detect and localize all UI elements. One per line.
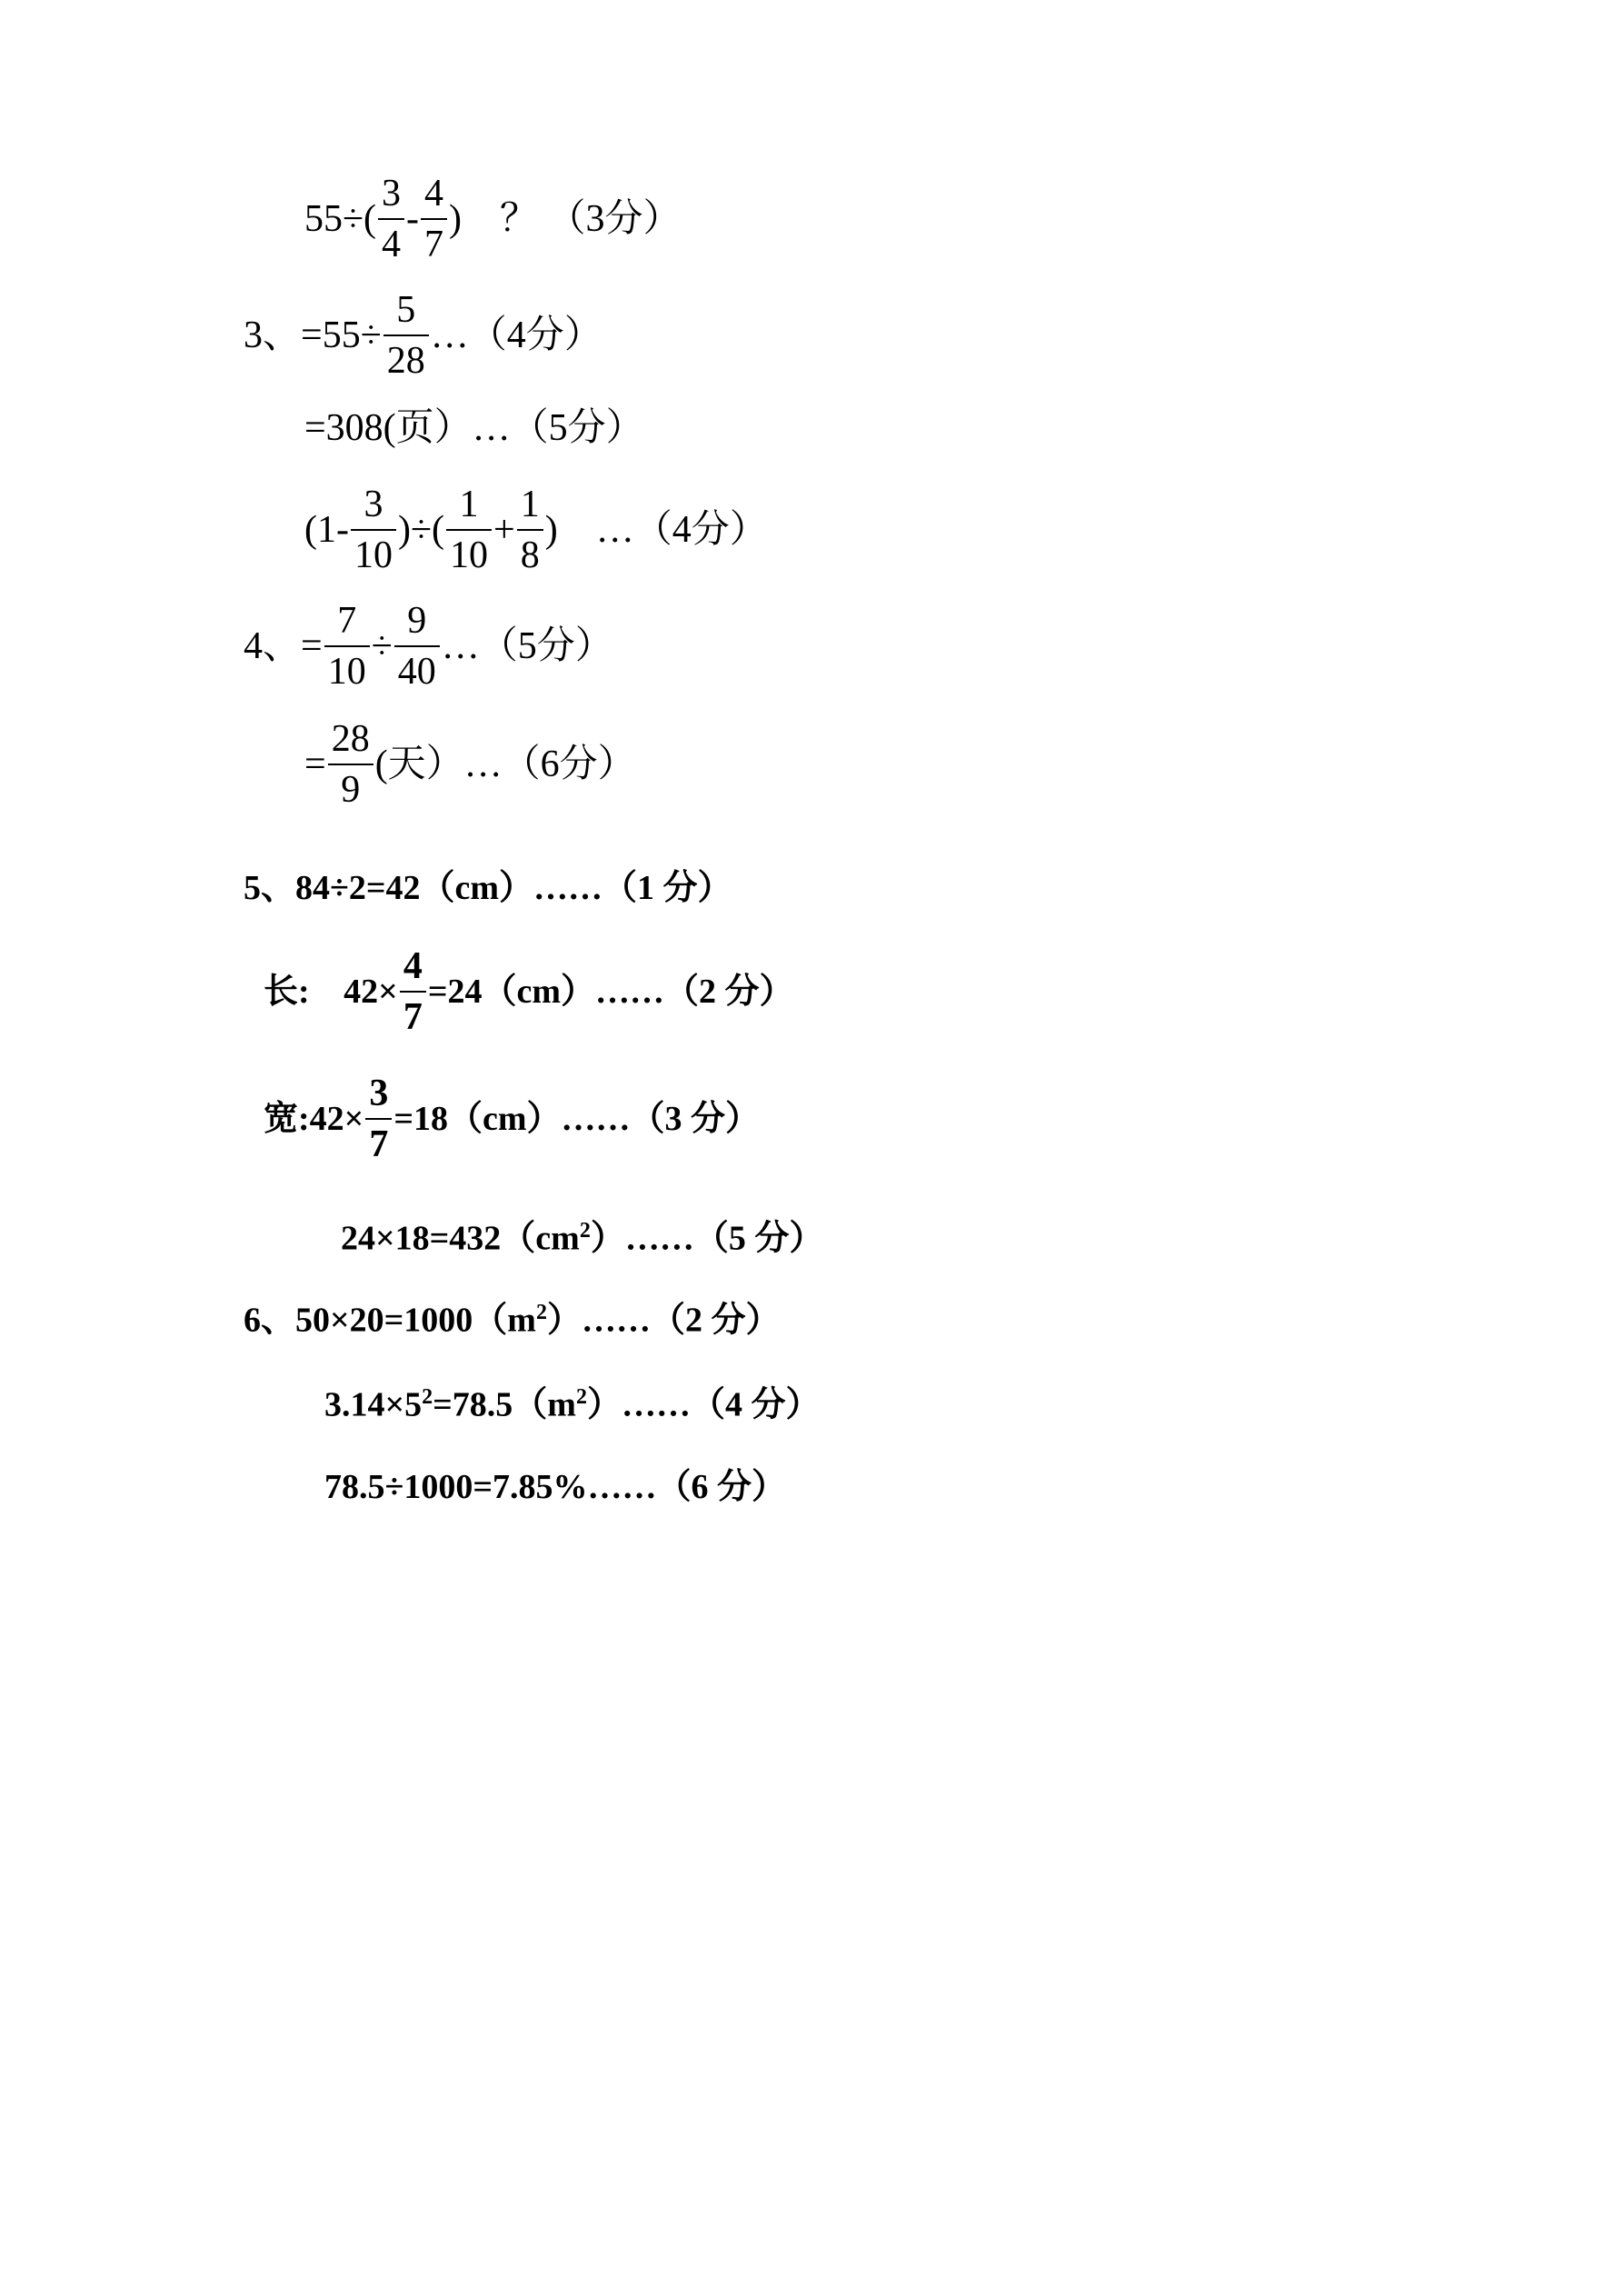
fraction: $\frac{4}{7}$	[421, 173, 447, 265]
fraction: $\frac{3}{10}$	[351, 484, 396, 576]
q5-line4	[341, 1220, 823, 1256]
length-label: 长:	[264, 973, 310, 1012]
q4-label: 4、	[244, 625, 302, 668]
q5-score2: =18（cm）……（3 分）	[393, 1100, 760, 1139]
q4-line2	[244, 600, 613, 693]
circle-score: ）……（4 分）	[586, 1385, 821, 1424]
q3-pre: =55÷	[301, 314, 382, 357]
q6-line3: 78.5÷1000=7.85%……（6 分）	[324, 1468, 787, 1506]
q5-score: =24（cm）……（2 分）	[427, 973, 794, 1012]
q2-mid: -	[406, 198, 420, 241]
fraction: $\frac{1}{10}$	[446, 484, 492, 576]
q2-post: ) ？ （3分）	[449, 198, 682, 241]
q4-mid2: +	[493, 509, 515, 552]
superscript: 2	[579, 1219, 591, 1243]
fraction: $\frac{3}{4}$	[378, 173, 404, 265]
q4-score: …（5分）	[441, 625, 613, 668]
q6-line2	[324, 1386, 820, 1423]
width-label: 宽:	[264, 1100, 310, 1139]
fraction: $\frac{4}{7}$	[400, 945, 426, 1038]
q4-div: ÷	[371, 625, 393, 668]
q4-mid1: )÷(	[397, 509, 445, 552]
q4-eq: =	[301, 625, 323, 668]
superscript: 2	[575, 1385, 587, 1409]
area-expr: 24×18=432（cm	[341, 1219, 580, 1258]
fraction: $\frac{28}{9}$	[328, 718, 373, 811]
fraction: $\frac{7}{10}$	[324, 600, 370, 693]
circle-expr: 3.14×5	[324, 1385, 423, 1424]
q4-post: ) …（4分）	[544, 509, 768, 552]
q3-post: …（4分）	[430, 314, 602, 357]
q5-line2	[264, 945, 794, 1038]
q5-pre2: 42×	[309, 1100, 364, 1139]
q5-line1: 5、84÷2=42（cm）……（1 分）	[244, 869, 732, 907]
q6-score: ）……（2 分）	[546, 1301, 781, 1340]
fraction: $\frac{9}{40}$	[394, 600, 440, 693]
q3-line1	[244, 289, 602, 382]
q4-eq2: =	[304, 744, 326, 786]
fraction: $\frac{5}{28}$	[383, 289, 429, 382]
q2-pre: 55÷(	[304, 198, 377, 241]
fraction: $\frac{3}{7}$	[365, 1073, 392, 1165]
q3-line2: =308(页）…（5分）	[304, 407, 644, 449]
circle-result: =78.5（m	[433, 1385, 576, 1424]
q3-label: 3、	[244, 314, 302, 357]
superscript: 2	[535, 1301, 547, 1324]
q4-pre: (1-	[304, 509, 349, 552]
q4-line1	[304, 484, 768, 576]
superscript: 2	[422, 1385, 433, 1409]
fraction: $\frac{1}{8}$	[517, 484, 543, 576]
q6-line1	[244, 1302, 780, 1338]
q5-line3	[264, 1073, 760, 1165]
q2-tail-line	[304, 173, 682, 265]
q6-expr: 6、50×20=1000（m	[244, 1301, 536, 1340]
area-score: ）……（5 分）	[590, 1219, 824, 1258]
q4-line3	[304, 718, 636, 811]
q4-score2: (天）…（6分）	[374, 744, 636, 786]
q5-pre: 42×	[344, 973, 398, 1012]
